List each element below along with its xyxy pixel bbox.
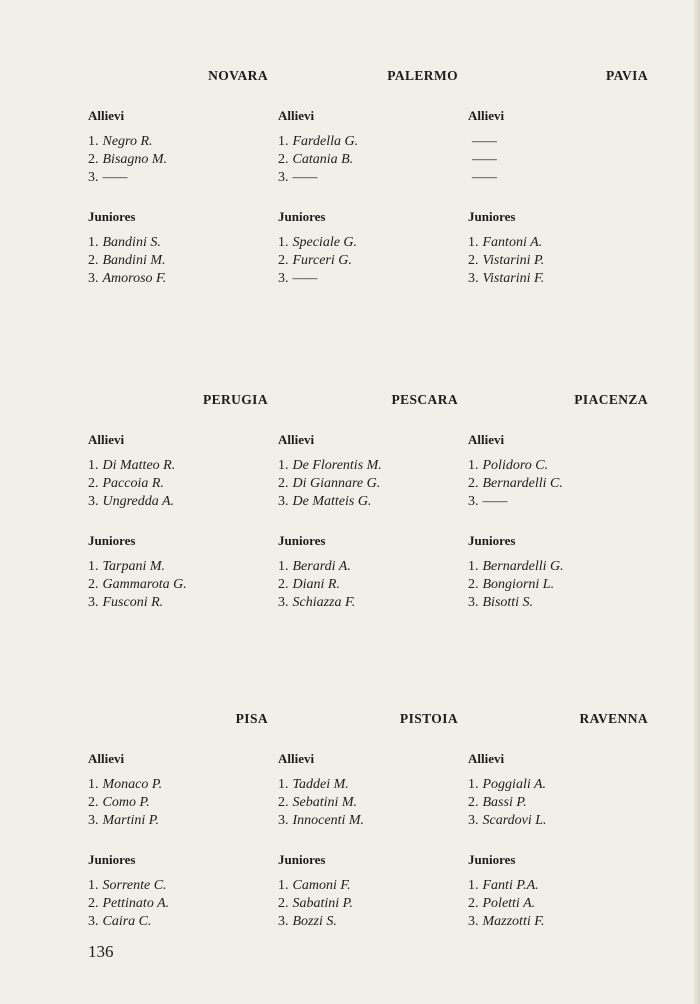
- allievi-heading: Allievi: [278, 432, 315, 447]
- athlete-name: Fusconi R.: [102, 595, 164, 610]
- list-item: [278, 169, 458, 187]
- list-item: [278, 151, 458, 169]
- athlete-name: Como P.: [102, 795, 150, 810]
- city-block-piacenza: [468, 392, 648, 634]
- athlete-name: Bernardelli G.: [482, 559, 564, 574]
- city-title: PESCARA: [391, 392, 458, 407]
- athlete-name: Vistarini P.: [482, 253, 545, 268]
- rank-number: 1.: [278, 878, 289, 893]
- rank-number: 2.: [278, 253, 289, 268]
- athlete-name: Poletti A.: [482, 896, 536, 911]
- rank-number: 3.: [468, 271, 479, 286]
- rank-number: 2.: [88, 577, 99, 592]
- list-item: [468, 234, 648, 252]
- list-item: [88, 493, 268, 511]
- list-item: [88, 895, 268, 913]
- juniores-heading: Juniores: [468, 209, 516, 224]
- rank-number: 3.: [278, 595, 289, 610]
- athlete-name: ——: [102, 170, 128, 185]
- list-item: [468, 270, 648, 288]
- juniores-heading: Juniores: [278, 533, 326, 548]
- athlete-name: Bassi P.: [482, 795, 527, 810]
- rank-number: 1.: [468, 777, 479, 792]
- allievi-heading: Allievi: [468, 108, 505, 123]
- list-item: [468, 169, 648, 187]
- list-item: [468, 475, 648, 493]
- rank-number: 2.: [468, 253, 479, 268]
- allievi-list: [88, 133, 268, 187]
- allievi-list: [468, 457, 648, 511]
- rank-number: 3.: [278, 813, 289, 828]
- juniores-heading: Juniores: [88, 209, 136, 224]
- city-block-novara: [88, 68, 268, 310]
- athlete-name: Vistarini F.: [482, 271, 545, 286]
- athlete-name: Bandini S.: [102, 235, 161, 250]
- list-item: [88, 594, 268, 612]
- athlete-name: Monaco P.: [102, 777, 163, 792]
- rank-number: 1.: [88, 777, 99, 792]
- allievi-heading: Allievi: [88, 751, 125, 766]
- rank-number: 1.: [88, 235, 99, 250]
- athlete-name: Amoroso F.: [102, 271, 167, 286]
- athlete-name: Mazzotti F.: [482, 914, 545, 929]
- rank-number: 3.: [468, 914, 479, 929]
- athlete-name: Negro R.: [102, 134, 153, 149]
- list-item: [88, 234, 268, 252]
- rank-number: 3.: [468, 813, 479, 828]
- rank-number: 2.: [278, 896, 289, 911]
- athlete-name: Fantoni A.: [482, 235, 543, 250]
- list-item: [88, 270, 268, 288]
- page-number: 136: [88, 942, 114, 961]
- list-item: [468, 493, 648, 511]
- city-block-pisa: [88, 711, 268, 953]
- list-item: [468, 913, 648, 931]
- athlete-name: Polidoro C.: [482, 458, 549, 473]
- rank-number: 2.: [278, 577, 289, 592]
- athlete-name: ——: [482, 494, 508, 509]
- athlete-name: Martini P.: [102, 813, 160, 828]
- list-item: [88, 169, 268, 187]
- list-item: [468, 133, 648, 151]
- allievi-list: [278, 133, 458, 187]
- rank-number: 2.: [278, 152, 289, 167]
- allievi-list: [468, 133, 648, 187]
- juniores-list: [88, 877, 268, 931]
- city-title: RAVENNA: [579, 711, 648, 726]
- page-edge: [694, 0, 700, 1004]
- allievi-list: [88, 457, 268, 511]
- athlete-name: Speciale G.: [292, 235, 358, 250]
- allievi-heading: Allievi: [468, 432, 505, 447]
- list-item: [88, 877, 268, 895]
- athlete-name: Scardovi L.: [482, 813, 547, 828]
- athlete-name: ——: [472, 152, 497, 167]
- city-title: PALERMO: [387, 68, 458, 83]
- city-block-pescara: [278, 392, 458, 634]
- list-item: [88, 913, 268, 931]
- list-item: [468, 812, 648, 830]
- rank-number: 1.: [88, 559, 99, 574]
- rank-number: 1.: [468, 878, 479, 893]
- list-item: [278, 812, 458, 830]
- list-item: [468, 151, 648, 169]
- athlete-name: Bandini M.: [102, 253, 166, 268]
- list-item: [278, 576, 458, 594]
- juniores-heading: Juniores: [88, 852, 136, 867]
- rank-number: 1.: [468, 235, 479, 250]
- rank-number: 3.: [468, 494, 479, 509]
- city-block-palermo: [278, 68, 458, 310]
- rank-number: 2.: [88, 253, 99, 268]
- list-item: [88, 133, 268, 151]
- athlete-name: Paccoia R.: [102, 476, 164, 491]
- rank-number: 3.: [468, 595, 479, 610]
- juniores-heading: Juniores: [468, 533, 516, 548]
- rank-number: 3.: [88, 170, 99, 185]
- athlete-name: ——: [292, 170, 318, 185]
- athlete-name: De Matteis G.: [292, 494, 372, 509]
- rank-number: 2.: [468, 795, 479, 810]
- city-title: PISTOIA: [399, 711, 458, 726]
- list-item: [278, 475, 458, 493]
- rank-number: 1.: [278, 235, 289, 250]
- athlete-name: Bisagno M.: [102, 152, 168, 167]
- rank-number: 1.: [278, 559, 289, 574]
- city-title: PERUGIA: [202, 392, 268, 407]
- athlete-name: De Florentis M.: [292, 458, 382, 473]
- list-item: [468, 794, 648, 812]
- athlete-name: Schiazza F.: [292, 595, 356, 610]
- athlete-name: Caira C.: [102, 914, 152, 929]
- allievi-list: [88, 776, 268, 830]
- city-block-pavia: [468, 68, 648, 310]
- athlete-name: Sebatini M.: [292, 795, 358, 810]
- list-item: [468, 576, 648, 594]
- athlete-name: Gammarota G.: [102, 577, 187, 592]
- rank-number: 2.: [278, 795, 289, 810]
- city-block-pistoia: [278, 711, 458, 953]
- allievi-list: [278, 776, 458, 830]
- athlete-name: Pettinato A.: [102, 896, 170, 911]
- list-item: [468, 895, 648, 913]
- athlete-name: Fardella G.: [292, 134, 359, 149]
- rank-number: 3.: [88, 271, 99, 286]
- list-item: [468, 594, 648, 612]
- list-item: [278, 594, 458, 612]
- rank-number: 1.: [468, 458, 479, 473]
- rank-number: 3.: [88, 595, 99, 610]
- rank-number: 3.: [278, 494, 289, 509]
- city-title: PIACENZA: [574, 392, 648, 407]
- rank-number: 1.: [88, 458, 99, 473]
- allievi-heading: Allievi: [468, 751, 505, 766]
- juniores-list: [88, 558, 268, 612]
- rank-number: 1.: [278, 777, 289, 792]
- list-item: [88, 252, 268, 270]
- city-block-perugia: [88, 392, 268, 634]
- juniores-heading: Juniores: [88, 533, 136, 548]
- list-item: [88, 812, 268, 830]
- juniores-list: [278, 234, 458, 288]
- athlete-name: Innocenti M.: [292, 813, 365, 828]
- athlete-name: ——: [472, 170, 497, 185]
- athlete-name: Bozzi S.: [292, 914, 337, 929]
- rank-number: 3.: [88, 494, 99, 509]
- rank-number: 2.: [468, 896, 479, 911]
- city-title: PAVIA: [605, 68, 648, 83]
- list-item: [278, 794, 458, 812]
- city-title: PISA: [235, 711, 268, 726]
- athlete-name: Sorrente C.: [102, 878, 167, 893]
- allievi-heading: Allievi: [88, 432, 125, 447]
- rank-number: 2.: [88, 152, 99, 167]
- juniores-list: [468, 877, 648, 931]
- list-item: [278, 252, 458, 270]
- rank-number: 2.: [468, 577, 479, 592]
- list-item: [88, 457, 268, 475]
- athlete-name: Tarpani M.: [102, 559, 166, 574]
- list-item: [278, 913, 458, 931]
- rank-number: 2.: [88, 795, 99, 810]
- list-item: [278, 133, 458, 151]
- list-item: [278, 776, 458, 794]
- athlete-name: Bisotti S.: [482, 595, 534, 610]
- athlete-name: ——: [472, 134, 497, 149]
- athlete-name: Sabatini P.: [292, 896, 353, 911]
- athlete-name: Camoni F.: [292, 878, 351, 893]
- list-item: [468, 457, 648, 475]
- athlete-name: Poggiali A.: [482, 777, 547, 792]
- list-item: [468, 558, 648, 576]
- juniores-list: [468, 558, 648, 612]
- list-item: [278, 457, 458, 475]
- list-item: [468, 877, 648, 895]
- rank-number: 3.: [278, 170, 289, 185]
- rank-number: 2.: [278, 476, 289, 491]
- list-item: [88, 558, 268, 576]
- list-item: [88, 576, 268, 594]
- athlete-name: Di Giannare G.: [292, 476, 381, 491]
- list-item: [88, 151, 268, 169]
- list-item: [468, 252, 648, 270]
- athlete-name: Diani R.: [292, 577, 340, 592]
- athlete-name: Berardi A.: [292, 559, 351, 574]
- juniores-list: [278, 877, 458, 931]
- rank-number: 2.: [468, 476, 479, 491]
- athlete-name: Bongiorni L.: [482, 577, 555, 592]
- athlete-name: ——: [292, 271, 318, 286]
- rank-number: 3.: [278, 914, 289, 929]
- juniores-heading: Juniores: [278, 852, 326, 867]
- city-title: NOVARA: [208, 68, 268, 83]
- athlete-name: Di Matteo R.: [102, 458, 176, 473]
- allievi-list: [468, 776, 648, 830]
- list-item: [278, 895, 458, 913]
- rank-number: 1.: [468, 559, 479, 574]
- rank-number: 3.: [88, 813, 99, 828]
- athlete-name: Bernardelli C.: [482, 476, 563, 491]
- list-item: [278, 270, 458, 288]
- rank-number: 1.: [278, 134, 289, 149]
- athlete-name: Fanti P.A.: [482, 878, 539, 893]
- juniores-heading: Juniores: [468, 852, 516, 867]
- list-item: [278, 234, 458, 252]
- list-item: [278, 558, 458, 576]
- rank-number: 1.: [88, 134, 99, 149]
- list-item: [88, 776, 268, 794]
- list-item: [278, 877, 458, 895]
- athlete-name: Furceri G.: [292, 253, 352, 268]
- juniores-heading: Juniores: [278, 209, 326, 224]
- rank-number: 3.: [88, 914, 99, 929]
- list-item: [88, 475, 268, 493]
- juniores-list: [468, 234, 648, 288]
- allievi-list: [278, 457, 458, 511]
- athlete-name: Catania B.: [292, 152, 354, 167]
- rank-number: 2.: [88, 896, 99, 911]
- allievi-heading: Allievi: [278, 108, 315, 123]
- city-block-ravenna: [468, 711, 648, 953]
- juniores-list: [88, 234, 268, 288]
- juniores-list: [278, 558, 458, 612]
- list-item: [278, 493, 458, 511]
- athlete-name: Taddei M.: [292, 777, 349, 792]
- rank-number: 1.: [278, 458, 289, 473]
- list-item: [88, 794, 268, 812]
- rank-number: 2.: [88, 476, 99, 491]
- rank-number: 1.: [88, 878, 99, 893]
- list-item: [468, 776, 648, 794]
- rank-number: 3.: [278, 271, 289, 286]
- athlete-name: Ungredda A.: [102, 494, 175, 509]
- allievi-heading: Allievi: [278, 751, 315, 766]
- allievi-heading: Allievi: [88, 108, 125, 123]
